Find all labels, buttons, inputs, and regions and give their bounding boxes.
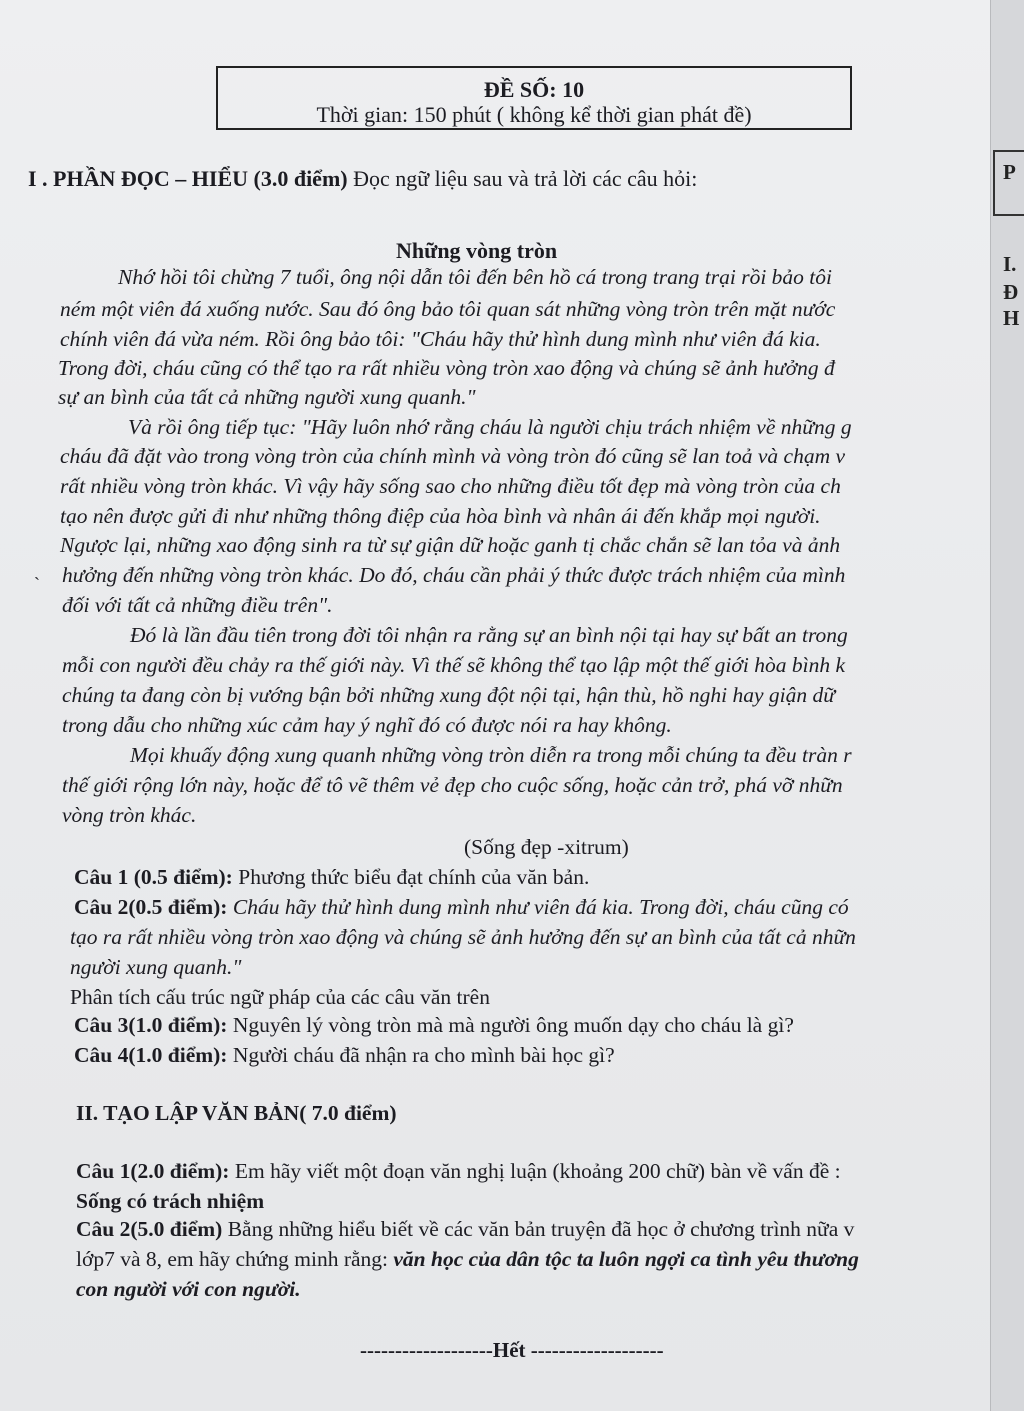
question-4-label: Câu 4(1.0 điểm): [74, 1043, 228, 1067]
essay-question-2-thesis-end: con người với con người. [76, 1277, 301, 1301]
adjacent-page-letter: P [1003, 160, 1016, 184]
question-3-label: Câu 3(1.0 điểm): [74, 1013, 228, 1037]
essay-question-1 [76, 1158, 841, 1184]
question-2-quote-line: tạo ra rất nhiều vòng tròn xao động và chúng sẽ ảnh hưởng đến sự an bình của tất cả nhữn [70, 925, 856, 949]
exam-number: ĐỀ SỐ: 10 [483, 77, 585, 102]
passage-line: vòng tròn khác. [62, 803, 197, 827]
question-4 [74, 1042, 615, 1068]
question-2 [74, 894, 849, 920]
question-1-label: Câu 1 (0.5 điểm): [74, 865, 233, 889]
question-2-quote-line: Cháu hãy thử hình dung mình như viên đá kia. Trong đời, cháu cũng có [227, 895, 849, 919]
passage-line: mỗi con người đều chảy ra thế giới này. Vì thế sẽ không thể tạo lập một thế giới hòa bình k [62, 653, 845, 677]
essay-question-2-label: Câu 2(5.0 điểm) [76, 1217, 223, 1241]
passage-line: hưởng đến những vòng tròn khác. Do đó, cháu cần phải ý thức được trách nhiệm của mình [62, 563, 846, 587]
essay-question-1-topic: Sống có trách nhiệm [76, 1189, 265, 1213]
question-4-text: Người cháu đã nhận ra cho mình bài học gì? [227, 1043, 615, 1067]
part1-heading-instruction: Đọc ngữ liệu sau và trả lời các câu hỏi: [347, 166, 698, 191]
exam-title-box [216, 66, 852, 130]
stray-mark: ` [34, 574, 40, 594]
essay-question-2-text: Bằng những hiểu biết về các văn bản truyện đã học ở chương trình nữa v [222, 1217, 855, 1241]
essay-question-1-label: Câu 1(2.0 điểm): [76, 1159, 230, 1183]
question-2-quote-line: người xung quanh." [70, 955, 242, 979]
question-1 [74, 864, 589, 890]
part1-heading [28, 166, 697, 192]
passage-line: Nhớ hồi tôi chừng 7 tuổi, ông nội dẫn tôi đến bên hồ cá trong trang trại rồi bảo tôi [118, 265, 832, 289]
question-3-text: Nguyên lý vòng tròn mà mà người ông muốn dạy cho cháu là gì? [227, 1013, 794, 1037]
passage-line: chính viên đá vừa ném. Rồi ông bảo tôi: "Cháu hãy thử hình dung mình như viên đá kia. [60, 327, 821, 351]
passage-line: tạo nên được gửi đi như những thông điệp của hòa bình và nhân ái đến khắp mọi người. [60, 504, 821, 528]
adjacent-page-letter: H [1003, 306, 1020, 330]
question-1-text: Phương thức biểu đạt chính của văn bản. [232, 865, 590, 889]
essay-question-2-thesis: văn học của dân tộc ta luôn ngợi ca tình yêu thương [393, 1247, 859, 1271]
essay-question-2-line [76, 1246, 859, 1272]
exam-duration: Thời gian: 150 phút ( không kể thời gian phát đề) [316, 102, 752, 127]
passage-line: chúng ta đang còn bị vướng bận bởi những xung đột nội tại, hận thù, hồ nghi hay giận dữ [62, 683, 835, 707]
part2-heading: II. TẠO LẬP VĂN BẢN( 7.0 điểm) [76, 1101, 397, 1125]
end-marker: -------------------Hết ------------------- [360, 1338, 664, 1362]
passage-line: sự an bình của tất cả những người xung quanh." [58, 385, 476, 409]
story-title: Những vòng tròn [396, 238, 558, 263]
passage-line: Và rồi ông tiếp tục: "Hãy luôn nhớ rằng cháu là người chịu trách nhiệm về những g [128, 415, 852, 439]
essay-question-2 [76, 1216, 854, 1242]
adjacent-page-letter: Đ [1003, 280, 1019, 304]
question-2-label: Câu 2(0.5 điểm): [74, 895, 228, 919]
passage-line: rất nhiều vòng tròn khác. Vì vậy hãy sống sao cho những điều tốt đẹp mà vòng tròn của ch [60, 474, 841, 498]
passage-line: Đó là lần đầu tiên trong đời tôi nhận ra rằng sự an bình nội tại hay sự bất an trong [130, 623, 848, 647]
passage-line: Mọi khuấy động xung quanh những vòng tròn diễn ra trong mỗi chúng ta đều tràn r [130, 743, 852, 767]
essay-question-2-plain: lớp7 và 8, em hãy chứng minh rằng: [76, 1247, 394, 1271]
part1-heading-bold: I . PHẦN ĐỌC – HIỂU (3.0 điểm) [28, 166, 348, 191]
passage-line: cháu đã đặt vào trong vòng tròn của chính mình và vòng tròn đó cũng sẽ lan toả và chạm v [60, 444, 846, 468]
question-3 [74, 1012, 794, 1038]
passage-line: trong dẫu cho những xúc cảm hay ý nghĩ đó có được nói ra hay không. [62, 713, 672, 737]
passage-line: thế giới rộng lớn này, hoặc để tô vẽ thêm vẻ đẹp cho cuộc sống, hoặc cản trở, phá vỡ nhữn [62, 773, 843, 797]
passage-line: ném một viên đá xuống nước. Sau đó ông bảo tôi quan sát những vòng tròn trên mặt nước [60, 297, 836, 321]
adjacent-page-letter: I. [1003, 252, 1017, 276]
passage-line: Ngược lại, những xao động sinh ra từ sự giận dữ hoặc ganh tị chắc chắn sẽ lan tỏa và ảnh [60, 533, 841, 557]
essay-question-1-text: Em hãy viết một đoạn văn nghị luận (khoảng 200 chữ) bàn về vấn đề : [229, 1159, 841, 1183]
passage-line: Trong đời, cháu cũng có thể tạo ra rất nhiều vòng tròn xao động và chúng sẽ ảnh hưởng đ [58, 356, 835, 380]
adjacent-page-edge [990, 0, 1024, 1411]
question-2-task: Phân tích cấu trúc ngữ pháp của các câu văn trên [70, 985, 490, 1009]
passage-source: (Sống đẹp -xitrum) [464, 835, 629, 859]
passage-line: đối với tất cả những điều trên". [62, 593, 333, 617]
